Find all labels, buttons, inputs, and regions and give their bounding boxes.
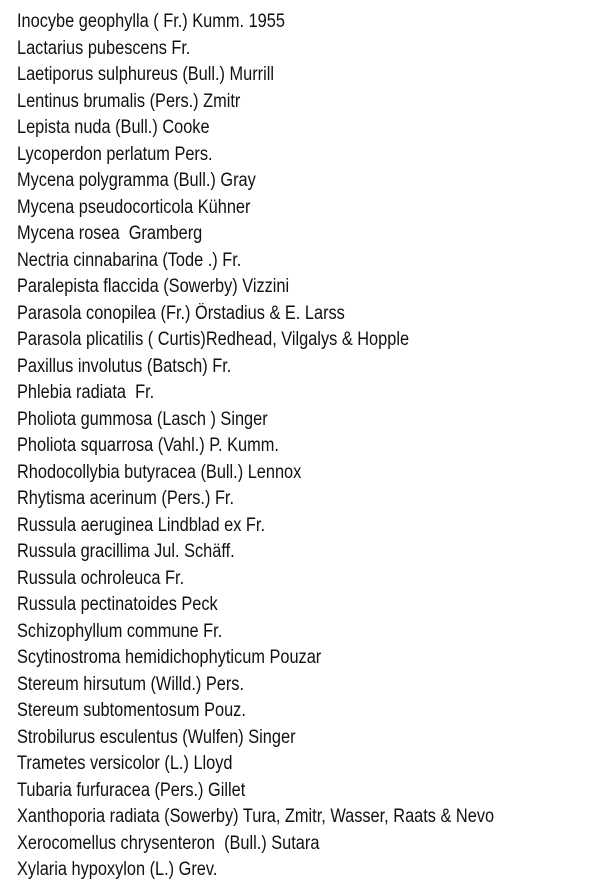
species-item: Russula ochroleuca Fr. bbox=[17, 567, 185, 589]
species-item: Inocybe geophylla ( Fr.) Kumm. 1955 bbox=[17, 11, 285, 32]
species-item: Rhodocollybia butyracea (Bull.) Lennox bbox=[17, 461, 302, 483]
species-list bbox=[17, 9, 572, 884]
species-item: Pholiota gummosa (Lasch ) Singer bbox=[17, 408, 268, 430]
species-item: Mycena polygramma (Bull.) Gray bbox=[17, 170, 256, 191]
species-item: Xerocomellus chrysenteron (Bull.) Sutara bbox=[17, 832, 320, 854]
species-item: Pholiota squarrosa (Vahl.) P. Kumm. bbox=[17, 435, 279, 456]
species-item: Mycena pseudocorticola Kühner bbox=[17, 196, 251, 218]
species-item: Lentinus brumalis (Pers.) Zmitr bbox=[17, 90, 241, 112]
species-item: Lepista nuda (Bull.) Cooke bbox=[17, 117, 210, 138]
species-item: Laetiporus sulphureus (Bull.) Murrill bbox=[17, 64, 275, 85]
species-item: Parasola conopilea (Fr.) Örstadius & E. Larss bbox=[17, 302, 345, 324]
species-item: Paxillus involutus (Batsch) Fr. bbox=[17, 355, 232, 377]
species-item: Nectria cinnabarina (Tode .) Fr. bbox=[17, 249, 242, 271]
species-item: Schizophyllum commune Fr. bbox=[17, 620, 223, 642]
species-item: Scytinostroma hemidichophyticum Pouzar bbox=[17, 647, 322, 668]
species-item: Xylaria hypoxylon (L.) Grev. bbox=[17, 859, 218, 880]
species-item: Rhytisma acerinum (Pers.) Fr. bbox=[17, 488, 235, 509]
species-item: Lycoperdon perlatum Pers. bbox=[17, 143, 213, 165]
species-item: Xanthoporia radiata (Sowerby) Tura, Zmitr, Wasser, Raats & Nevo bbox=[17, 806, 495, 827]
species-item: Russula aeruginea Lindblad ex Fr. bbox=[17, 514, 265, 536]
species-item: Phlebia radiata Fr. bbox=[17, 382, 155, 403]
species-item: Strobilurus esculentus (Wulfen) Singer bbox=[17, 726, 296, 748]
species-item: Parasola plicatilis ( Curtis)Redhead, Vilgalys & Hopple bbox=[17, 329, 410, 350]
species-item: Lactarius pubescens Fr. bbox=[17, 37, 191, 59]
species-item: Mycena rosea Gramberg bbox=[17, 223, 203, 244]
species-item: Russula gracillima Jul. Schäff. bbox=[17, 541, 235, 562]
species-item: Stereum subtomentosum Pouz. bbox=[17, 700, 246, 721]
species-item: Tubaria furfuracea (Pers.) Gillet bbox=[17, 779, 246, 801]
species-item: Stereum hirsutum (Willd.) Pers. bbox=[17, 673, 244, 695]
species-item: Trametes versicolor (L.) Lloyd bbox=[17, 753, 233, 774]
species-item: Paralepista flaccida (Sowerby) Vizzini bbox=[17, 276, 290, 297]
species-item: Russula pectinatoides Peck bbox=[17, 594, 218, 615]
